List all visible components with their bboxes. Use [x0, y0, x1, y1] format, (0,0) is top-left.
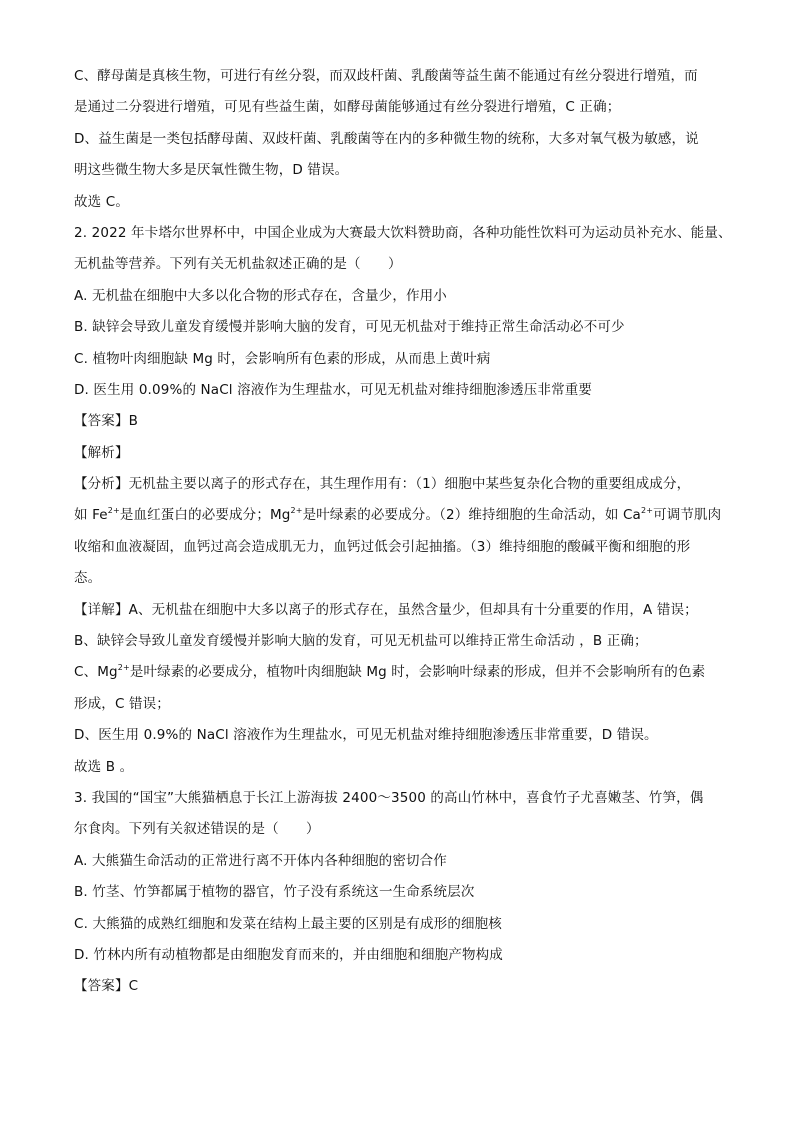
q2-xiangjie-d: D、医生用 0.9%的 NaCl 溶液作为生理盐水，可见无机盐对维持细胞渗透压非常重要，D 错误。: [74, 727, 658, 744]
q2-xiangjie-c-line-1: [74, 657, 734, 688]
q1-option-d-explanation-line-2: 明这些微生物大多是厌氧性微生物，D 错误。: [74, 162, 349, 179]
q2-fenxi-line-3: 收缩和血液凝固，血钙过高会造成肌无力，血钙过低会引起抽搐。（3）维持细胞的酸碱平衡和细胞的形: [74, 538, 691, 555]
document-page: [74, 61, 734, 1003]
superscript: 2+: [290, 506, 303, 516]
fenxi-text: 可调节肌肉: [653, 507, 722, 524]
answer-value: B: [128, 413, 139, 430]
fenxi-text: 是叶绿素的必要成分。（2）维持细胞的生命活动，如 Ca: [302, 507, 641, 524]
q1-option-c-explanation-line-2: 是通过二分裂进行增殖，可见有些益生菌，如酵母菌能够通过有丝分裂进行增殖，C 正确；: [74, 99, 621, 116]
fenxi-label: 【分析】: [74, 476, 129, 493]
q2-stem-line-2: 无机盐等营养。下列有关无机盐叙述正确的是（ ）: [74, 256, 402, 273]
xiangjie-text: C、Mg: [74, 664, 118, 681]
q2-option-a: A. 无机盐在细胞中大多以化合物的形式存在，含量少，作用小: [74, 287, 447, 304]
q2-fenxi-line-2: [74, 500, 734, 531]
q3-option-b: B. 竹茎、竹笋都属于植物的器官，竹子没有系统这一生命系统层次: [74, 884, 475, 901]
q2-analysis-label: 【解析】: [74, 444, 129, 461]
q3-answer: [74, 971, 734, 1002]
q2-stem-line-1: 2. 2022 年卡塔尔世界杯中，中国企业成为大赛最大饮料赞助商，各种功能性饮料可为运动员补充水、能量、: [74, 224, 732, 241]
superscript: 2+: [117, 663, 130, 673]
answer-value: C: [128, 978, 139, 995]
xiangjie-text: 是叶绿素的必要成分，植物叶肉细胞缺 Mg 时，会影响叶绿素的形成，但并不会影响所有的色素: [129, 664, 706, 681]
q3-option-d: D. 竹林内所有动植物都是由细胞发育而来的，并由细胞和细胞产物构成: [74, 946, 503, 963]
superscript: 2+: [107, 506, 120, 516]
fenxi-text: 无机盐主要以离子的形式存在，其生理作用有：（1）细胞中某些复杂化合物的重要组成成分，: [128, 476, 691, 493]
q2-option-b: B. 缺锌会导致儿童发育缓慢并影响大脑的发育，可见无机盐对于维持正常生命活动必不可少: [74, 319, 625, 336]
superscript: 2+: [640, 506, 654, 516]
q2-fenxi-line-4: 态。: [74, 570, 102, 587]
answer-label: 【答案】: [74, 413, 129, 430]
q2-xiangjie-a: [74, 595, 734, 626]
q2-xiangjie-b: B、缺锌会导致儿童发育缓慢并影响大脑的发育，可见无机盐可以维持正常生命活动 ，B 正确；: [74, 633, 648, 650]
q1-conclusion: 故选 C。: [74, 193, 129, 210]
q3-stem-line-1: 3. 我国的“国宝”大熊猫栖息于长江上游海拔 2400～3500 的高山竹林中，喜食竹子尤喜嫩茎、竹笋，偶: [74, 789, 704, 806]
q2-option-c: C. 植物叶肉细胞缺 Mg 时，会影响所有色素的形成，从而患上黄叶病: [74, 350, 491, 367]
q3-stem-line-2: 尔食肉。下列有关叙述错误的是（ ）: [74, 821, 320, 838]
xiangjie-label: 【详解】: [74, 601, 129, 618]
fenxi-text: 如 Fe: [74, 507, 108, 524]
q1-option-d-explanation-line-1: D、益生菌是一类包括酵母菌、双歧杆菌、乳酸菌等在内的多种微生物的统称，大多对氧气极为敏感，说: [74, 130, 699, 147]
q2-option-d: D. 医生用 0.09%的 NaCl 溶液作为生理盐水，可见无机盐对维持细胞渗透压非常重要: [74, 381, 593, 398]
xiangjie-text: A、无机盐在细胞中大多以离子的形式存在，虽然含量少，但却具有十分重要的作用，A 错误；: [128, 601, 698, 618]
q2-answer: [74, 406, 734, 437]
q3-option-c: C. 大熊猫的成熟红细胞和发菜在结构上最主要的区别是有成形的细胞核: [74, 915, 502, 932]
q1-option-c-explanation-line-1: C、酵母菌是真核生物，可进行有丝分裂，而双歧杆菌、乳酸菌等益生菌不能通过有丝分裂进行增殖，而: [74, 68, 698, 84]
q2-conclusion: 故选 B 。: [74, 758, 134, 775]
fenxi-text: 是血红蛋白的必要成分；Mg: [119, 507, 291, 524]
q3-option-a: A. 大熊猫生命活动的正常进行离不开体内各种细胞的密切合作: [74, 852, 447, 869]
q2-fenxi-line-1: [74, 469, 734, 500]
q2-xiangjie-c-line-2: 形成，C 错误；: [74, 695, 170, 712]
answer-label: 【答案】: [74, 978, 129, 995]
